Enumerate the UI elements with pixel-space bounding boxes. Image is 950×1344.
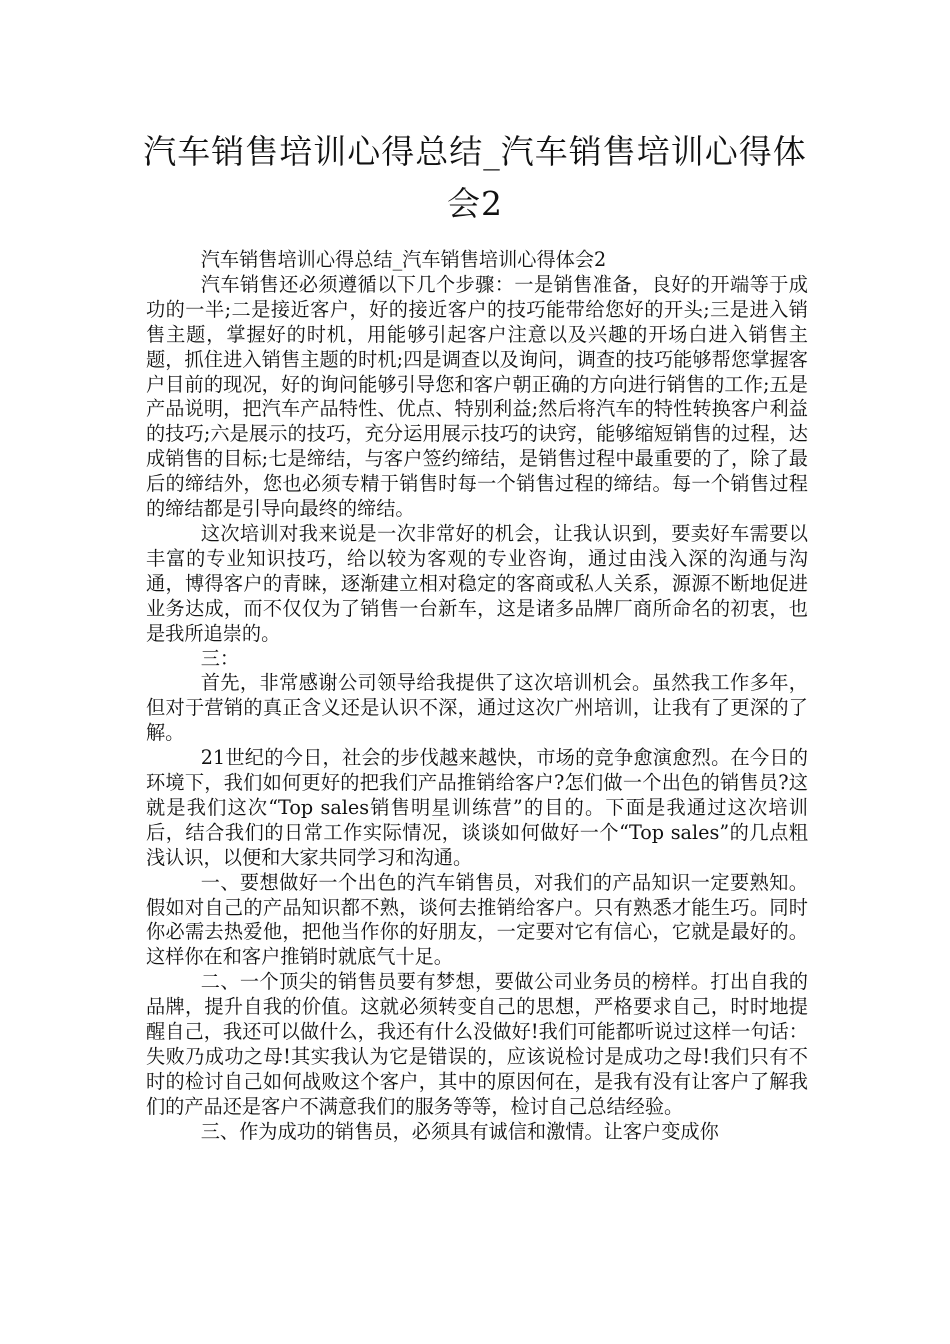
paragraph-sales-steps: 汽车销售还必须遵循以下几个步骤：一是销售准备，良好的开端等于成功的一半;二是接近客户，好的接近客户的技巧能带给您好的开头;三是进入销售主题，掌握好的时机，用能够引起客户注意以及兴趣的开场白进入销售主题，抓住进入销售主题的时机;四是调查以及询问，调查的技巧能够帮您掌握客户目前的现况，好的询问能够引导您和客户朝正确的方向进行销售的工作;五是产品说明，把汽车产品特性、优点、特别利益;然后将汽车的特性转换客户利益的技巧;六是展示的技巧，充分运用展示技巧的诀窍，能够缩短销售的过程，达成销售的目标;七是缔结，与客户签约缔结，是销售过程中最重要的了，除了最后的缔结外，您也必须专精于销售时每一个销售过程的缔结。每一个销售过程的缔结都是引导向最终的缔结。 [146,272,808,521]
document-title: 汽车销售培训心得总结_汽车销售培训心得体会2 [143,132,807,223]
document-body [146,248,808,1145]
paragraph-point-three: 三、作为成功的销售员，必须具有诚信和激情。让客户变成你 [200,1119,719,1143]
paragraph-section-three: 三： [200,646,240,670]
paragraph-training-opportunity: 这次培训对我来说是一次非常好的机会，让我认识到，要卖好车需要以丰富的专业知识技巧，给以较为客观的专业咨询，通过由浅入深的沟通与沟通，博得客户的青睐，逐渐建立相对稳定的客商或私人关系，源源不断地促进业务达成，而不仅仅为了销售一台新车，这是诸多品牌厂商所命名的初衷，也是我所追崇的。 [146,521,808,645]
paragraph-point-two: 二、一个顶尖的销售员要有梦想，要做公司业务员的榜样。打出自我的品牌，提升自我的价值。这就必须转变自己的思想，严格要求自己，时时地提醒自己，我还可以做什么，我还有什么没做好!我们可能都听说过这样一句话：失败乃成功之母!其实我认为它是错误的，应该说检讨是成功之母!我们只有不时的检讨自己如何战败这个客户，其中的原因何在，是我有没有让客户了解我们的产品还是客户不满意我们的服务等等，检讨自己总结经验。 [146,970,808,1118]
paragraph-subtitle: 汽车销售培训心得总结_汽车销售培训心得体会2 [200,248,607,271]
paragraph-21st-century: 21世纪的今日，社会的步伐越来越快，市场的竞争愈演愈烈。在今日的环境下，我们如何更好的把我们产品推销给客户?怎们做一个出色的销售员?这就是我们这次“Top sales销售明星训练营”的目的。下面是我通过这次培训后，结合我们的日常工作实际情况，谈谈如何做好一个“Top sales”的几点粗浅认识，以便和大家共同学习和沟通。 [146,746,808,869]
paragraph-thanks: 首先，非常感谢公司领导给我提供了这次培训机会。虽然我工作多年，但对于营销的真正含义还是认识不深，通过这次广州培训，让我有了更深的了解。 [146,671,808,745]
paragraph-point-one: 一、要想做好一个出色的汽车销售员，对我们的产品知识一定要熟知。假如对自己的产品知识都不熟，谈何去推销给客户。只有熟悉才能生巧。同时你必需去热爱他，把他当作你的好朋友，一定要对它有信心，它就是最好的。这样你在和客户推销时就底气十足。 [146,870,808,969]
